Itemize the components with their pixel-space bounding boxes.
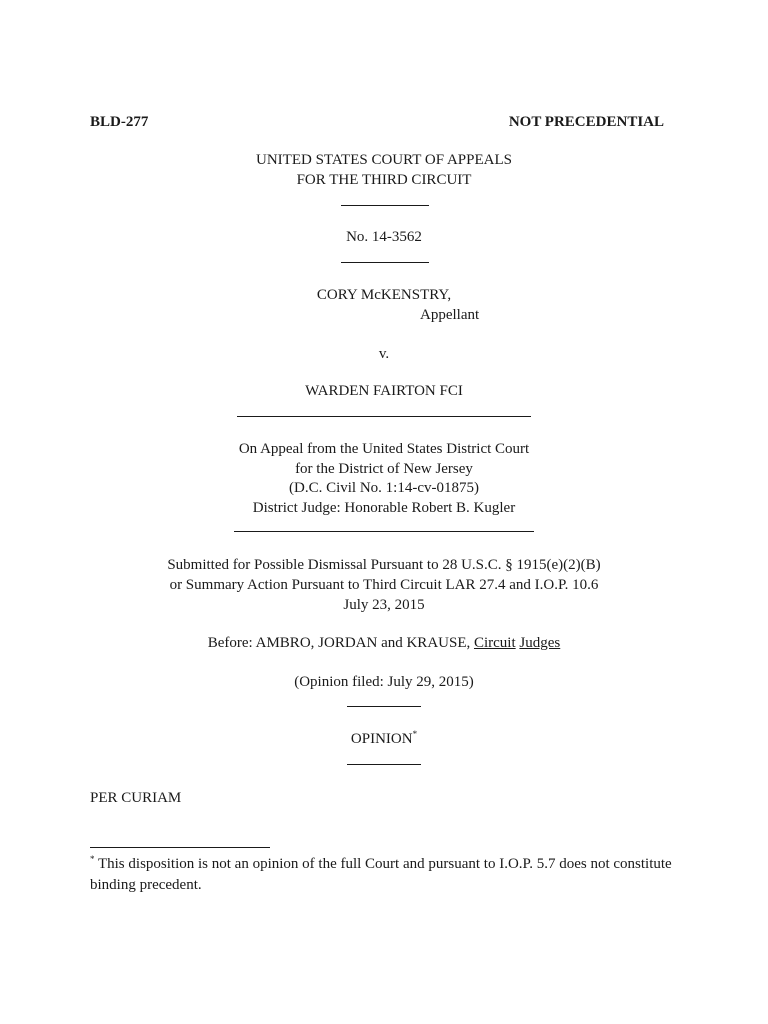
case-number: No. 14-3562 — [346, 229, 422, 245]
appellee-name: WARDEN FAIRTON FCI — [305, 383, 463, 399]
panel-title-word1: Circuit — [473, 635, 516, 651]
separator-rule — [234, 531, 534, 532]
panel-title-word2: Judges — [519, 635, 561, 651]
opinion-footnote-marker: * — [412, 729, 418, 739]
separator-rule — [347, 706, 421, 707]
appeal-info-line2: for the District of New Jersey — [295, 461, 473, 477]
footnote-marker: * — [90, 854, 95, 864]
panel-judges — [0, 633, 768, 653]
opinion-heading-label: OPINION — [350, 731, 413, 747]
submission-line2: or Summary Action Pursuant to Third Circuit LAR 27.4 and I.O.P. 10.6 — [169, 577, 599, 593]
appeal-info-line3: (D.C. Civil No. 1:14-cv-01875) — [289, 480, 479, 496]
separator-rule — [341, 205, 429, 206]
appeal-info-line1: On Appeal from the United States District Court — [238, 441, 530, 457]
footnote — [90, 854, 690, 896]
footnote-separator — [90, 847, 270, 848]
docket-code: BLD-277 — [90, 114, 149, 130]
submission-line1: Submitted for Possible Dismissal Pursuant to 28 U.S.C. § 1915(e)(2)(B) — [167, 557, 601, 573]
appellant-name: CORY McKENSTRY, — [316, 287, 452, 303]
court-name-line2: FOR THE THIRD CIRCUIT — [296, 172, 472, 188]
opinion-heading — [0, 729, 768, 749]
appeal-info-line4: District Judge: Honorable Robert B. Kugler — [252, 500, 516, 516]
panel-judges-names: Before: AMBRO, JORDAN and KRAUSE, — [207, 635, 474, 651]
court-name-line1: UNITED STATES COURT OF APPEALS — [256, 152, 512, 168]
versus: v. — [378, 346, 390, 362]
precedential-status: NOT PRECEDENTIAL — [508, 114, 664, 130]
separator-rule — [341, 262, 429, 263]
separator-rule — [237, 416, 531, 417]
per-curiam: PER CURIAM — [90, 790, 182, 806]
footnote-text: This disposition is not an opinion of the full Court and pursuant to I.O.P. 5.7 does not constitute binding precedent. — [90, 856, 672, 893]
separator-rule — [347, 764, 421, 765]
submission-date: July 23, 2015 — [343, 597, 425, 613]
opinion-filed-date: (Opinion filed: July 29, 2015) — [294, 674, 474, 690]
appellant-role: Appellant — [420, 307, 480, 323]
